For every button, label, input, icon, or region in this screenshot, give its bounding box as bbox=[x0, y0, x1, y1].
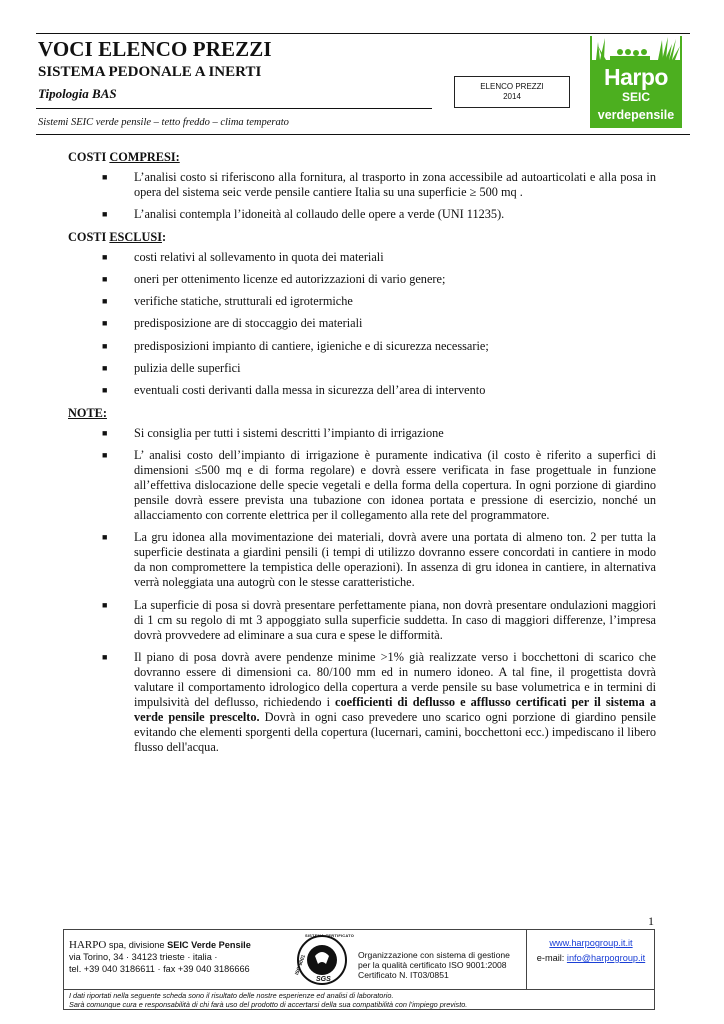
systems-line: Sistemi SEIC verde pensile – tetto freddo – clima temperato bbox=[38, 117, 289, 128]
list-item bbox=[68, 207, 656, 222]
costs-included-heading bbox=[68, 150, 656, 165]
cert-line-2: per la qualità certificato ISO 9001:2008 bbox=[358, 960, 507, 970]
list-item-text: oneri per ottenimento licenze ed autorizzazioni di vario genere; bbox=[134, 271, 446, 286]
list-item bbox=[68, 361, 656, 376]
list-item-text: La superficie di posa si dovrà presentare perfettamente piana, non dovrà presentare ondulazioni maggiori di 1 cm su regolo di mt 3 appoggiato sulla superficie suddetta. In caso di maggiori differenze, l’impresa dovrà provvedere ad eliminare a sua cura e spese le difformità. bbox=[134, 597, 656, 642]
page-title: VOCI ELENCO PREZZI bbox=[38, 37, 272, 61]
list-item bbox=[68, 272, 656, 287]
footer-links bbox=[528, 936, 654, 966]
email-link[interactable]: info@harpogroup.it bbox=[566, 953, 646, 963]
email-label: e-mail: bbox=[536, 953, 567, 963]
list-item bbox=[68, 170, 656, 200]
costs-excluded-heading bbox=[68, 230, 656, 245]
list-item-text: Si consiglia per tutti i sistemi descritti l’impianto di irrigazione bbox=[134, 425, 444, 440]
list-item-text: predisposizioni impianto di cantiere, igieniche e di sicurezza necessarie; bbox=[134, 338, 489, 353]
bullet-icon: ■ bbox=[102, 385, 108, 396]
bullet-icon: ■ bbox=[102, 651, 108, 662]
list-item-text: eventuali costi derivanti dalla messa in sicurezza dell’area di intervento bbox=[134, 383, 486, 398]
list-item-text: L’ analisi costo dell’impianto di irrigazione è puramente indicativa (il costo è riferito a superfici di dimensioni ≤500 mq e di forma regolare) e dovrà essere verificata in fase progettuale in funzione all’effettiva dislocazione delle specie vegetali e della forma della copertura. In ogni porzione di giardino pensile dovrà essere prevista una tubazione con idonea portata e pressione di esercizio, nonché un allacciamento con corrente elettrica per il collegamento alla rete del programmatore. bbox=[134, 447, 656, 522]
logo-tagline: verdepensile bbox=[597, 108, 675, 122]
footer-box bbox=[63, 929, 655, 990]
bullet-icon: ■ bbox=[102, 318, 108, 329]
footer-divider bbox=[526, 930, 527, 989]
company-division: SEIC Verde Pensile bbox=[167, 940, 251, 950]
price-list-box bbox=[454, 76, 570, 108]
top-rule bbox=[36, 33, 690, 34]
bullet-icon: ■ bbox=[102, 532, 108, 543]
costs-included-underlined: COMPRESI: bbox=[109, 150, 180, 164]
disclaimer-line-1: I dati riportati nella seguente scheda sono il risultato delle nostre esperienze ed analisi di laboratorio. bbox=[69, 991, 394, 1000]
cert-line-3: Certificato N. IT03/0851 bbox=[358, 970, 449, 980]
list-item bbox=[68, 294, 656, 309]
header-rule bbox=[36, 108, 432, 109]
seal-brand-text: SGS bbox=[316, 976, 331, 983]
page-number: 1 bbox=[648, 914, 654, 928]
company-address: via Torino, 34 · 34123 trieste · italia · bbox=[69, 952, 218, 962]
company-info bbox=[69, 939, 279, 975]
price-list-year: 2014 bbox=[503, 92, 521, 101]
logo-seic: SEIC bbox=[621, 90, 650, 104]
typology-label: Tipologia BAS bbox=[38, 86, 117, 101]
list-item-text: L’analisi contempla l’idoneità al collaudo delle opere a verde (UNI 11235). bbox=[134, 207, 505, 222]
bullet-icon: ■ bbox=[102, 449, 108, 460]
list-item-text-end: Dovrà in ogni caso prevedere uno scarico ogni porzione di giardino pensile evitando che elementi sporgenti della copertura (lucernari, camini, bocchettoni ecc.) impediscano il libero flusso dell'acqua. bbox=[134, 709, 656, 754]
list-item bbox=[68, 426, 656, 441]
bullet-icon: ■ bbox=[102, 363, 108, 374]
costs-excluded-list bbox=[68, 250, 656, 399]
page-subtitle: SISTEMA PEDONALE A INERTI bbox=[38, 64, 262, 80]
seal-top-text: SISTEMA CERTIFICATO bbox=[305, 933, 355, 938]
document-body bbox=[68, 150, 656, 762]
certification-block bbox=[296, 934, 526, 986]
list-item-text: L’analisi costo si riferiscono alla fornitura, al trasporto in zona accessibile ad autoarticolati e alla posa in opera del sistema seic verde pensile cantiere Italia su una superficie ≥ 500 mq . bbox=[134, 170, 656, 199]
disclaimer bbox=[63, 990, 655, 1010]
bullet-icon: ■ bbox=[102, 599, 108, 610]
notes-list bbox=[68, 426, 656, 755]
list-item-text: pulizia delle superfici bbox=[134, 361, 241, 376]
price-list-label: ELENCO PREZZI bbox=[480, 82, 544, 91]
list-item bbox=[68, 383, 656, 398]
bullet-icon: ■ bbox=[102, 296, 108, 307]
list-item bbox=[68, 339, 656, 354]
list-item-text: predisposizione are di stoccaggio dei materiali bbox=[134, 316, 363, 331]
notes-label: NOTE: bbox=[68, 405, 107, 420]
list-item-text: verifiche statiche, strutturali ed igrotermiche bbox=[134, 294, 353, 309]
notes-heading bbox=[68, 406, 656, 421]
company-name: HARPO bbox=[69, 939, 107, 951]
costs-included-prefix: COSTI bbox=[68, 150, 110, 164]
harpo-logo bbox=[590, 36, 682, 128]
list-item-text: costi relativi al sollevamento in quota dei materiali bbox=[134, 249, 384, 264]
list-item bbox=[68, 598, 656, 643]
list-item-text-bold: coefficienti di deflusso e afflusso certificati per il sistema a verde pensile prescelto. bbox=[134, 694, 656, 724]
company-type: spa, divisione bbox=[106, 940, 168, 950]
seal-side-text: ISO 9001 bbox=[294, 954, 308, 976]
grass-icon bbox=[592, 36, 680, 60]
disclaimer-line-2: Sarà comunque cura e responsabilità di chi farà uso del prodotto di accertarsi della sua compatibilità con l’impiego previsto. bbox=[69, 1000, 468, 1009]
list-item bbox=[68, 250, 656, 265]
bullet-icon: ■ bbox=[102, 209, 108, 220]
bullet-icon: ■ bbox=[102, 251, 108, 262]
company-contacts: tel. +39 040 3186611 · fax +39 040 3186666 bbox=[69, 964, 250, 974]
systems-rule bbox=[36, 134, 690, 135]
bullet-icon: ■ bbox=[102, 273, 108, 284]
list-item bbox=[68, 530, 656, 590]
list-item bbox=[68, 650, 656, 755]
list-item-text-start: Il piano di posa dovrà avere pendenze minime >1% già realizzate verso i bocchettoni di scarico che dovranno essere di dimensioni ca. 80/100 mm ed in numero idoneo. A tal fine, il progettista dovrà valutare il comportamento idrologico della copertura a verde pensile su base volumetrica e in termini di impulsività del deflusso, richiedendo i bbox=[134, 649, 656, 709]
website-link[interactable]: www.harpogroup.it.it bbox=[549, 938, 633, 948]
bullet-icon: ■ bbox=[102, 172, 108, 182]
costs-included-list bbox=[68, 170, 656, 222]
bullet-icon: ■ bbox=[102, 340, 108, 351]
costs-excluded-underlined: ESCLUSI bbox=[109, 229, 162, 244]
certification-text bbox=[358, 950, 528, 980]
costs-excluded-prefix: COSTI bbox=[68, 229, 110, 244]
list-item-text: La gru idonea alla movimentazione dei materiali, dovrà avere una portata di almeno ton. 2 per tutta la superficie destinata a giardini pensili (i tempi di utilizzo dovranno essere concordati in cantiere in modo da non compromettere la tempistica delle operazioni). In assenza di gru idonea in cantiere, in alternativa verrà noleggiata una autogrù con le stesse caratteristiche. bbox=[134, 530, 656, 590]
logo-brand: Harpo bbox=[604, 64, 668, 90]
costs-excluded-suffix: : bbox=[162, 229, 167, 244]
bullet-icon: ■ bbox=[102, 427, 108, 438]
cert-line-1: Organizzazione con sistema di gestione bbox=[358, 950, 510, 960]
list-item bbox=[68, 448, 656, 523]
list-item bbox=[68, 316, 656, 331]
